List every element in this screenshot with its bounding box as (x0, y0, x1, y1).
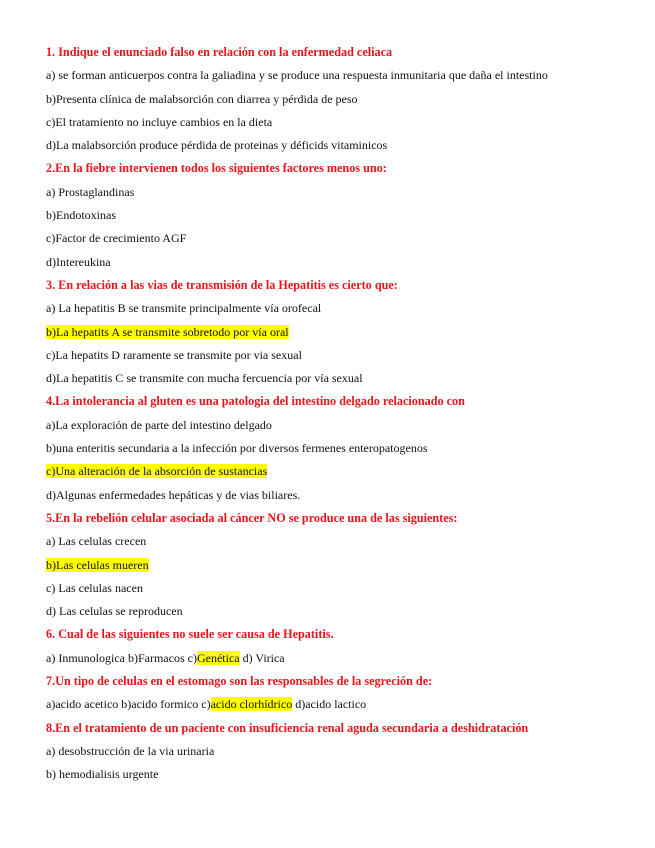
question-4-option-b: b)una enteritis secundaria a la infección por diversos fermenes enteropatogenos (46, 441, 428, 456)
question-3-option-b (46, 324, 626, 340)
question-2-option-b: b)Endotoxinas (46, 208, 116, 223)
question-1-option-c: c)El tratamiento no incluye cambios en la dieta (46, 114, 273, 129)
question-1-option-b: b)Presenta clínica de malabsorción con diarrea y pérdida de peso (46, 91, 358, 106)
question-8-option-a: a) desobstrucción de la via urinaria (46, 743, 215, 758)
question-5-option-d: d) Las celulas se reproducen (46, 604, 183, 619)
question-7-options (46, 696, 626, 712)
question-4-title: 4.La intolerancia al gluten es una patologia del intestino delgado relacionado con (46, 394, 465, 409)
question-6-options (46, 650, 626, 666)
highlighted-answer: b)La hepatits A se transmite sobretodo por vía oral (46, 324, 289, 339)
options-before: a) Inmunologica b)Farmacos c) (46, 650, 197, 665)
question-8-option-b: b) hemodialisis urgente (46, 767, 159, 782)
question-2-title: 2.En la fiebre intervienen todos los siguientes factores menos uno: (46, 161, 387, 176)
options-after: d)acido lactico (292, 697, 367, 712)
question-2-option-a: a) Prostaglandinas (46, 184, 135, 199)
question-5-option-b (46, 557, 626, 573)
options-before: a)acido acetico b)acido formico c) (46, 697, 211, 712)
highlighted-answer: acido clorhídrico (210, 697, 293, 712)
question-2-option-d: d)Intereukina (46, 254, 111, 269)
question-4-option-a: a)La exploración de parte del intestino delgado (46, 417, 272, 432)
options-after: d) Virica (239, 650, 285, 665)
question-1-option-d: d)La malabsorción produce pérdida de proteinas y déficids vitaminicos (46, 138, 388, 153)
question-5-title: 5.En la rebelión celular asociada al cáncer NO se produce una de las siguientes: (46, 510, 458, 525)
question-6-title: 6. Cual de las siguientes no suele ser causa de Hepatitis. (46, 627, 334, 642)
question-3-title: 3. En relación a las vias de transmisión de la Hepatitis es cierto que: (46, 277, 398, 292)
question-8-title: 8.En el tratamiento de un paciente con insuficiencia renal aguda secundaria a deshidratación (46, 720, 529, 735)
question-1-option-a: a) se forman anticuerpos contra la galiadina y se produce una respuesta inmunitaria que daña el intestino (46, 68, 548, 83)
question-3-option-d: d)La hepatitis C se transmite con mucha fercuencia por vía sexual (46, 371, 363, 386)
question-3-option-c: c)La hepatits D raramente se transmite por via sexual (46, 347, 302, 362)
question-3-option-a: a) La hepatitis B se transmite principalmente vía orofecal (46, 301, 322, 316)
question-5-option-a: a) Las celulas crecen (46, 534, 147, 549)
highlighted-answer: b)Las celulas mueren (46, 557, 149, 572)
question-4-option-d: d)Algunas enfermedades hepáticas y de vias biliares. (46, 487, 301, 502)
question-1-title: 1. Indique el enunciado falso en relación con la enfermedad celiaca (46, 45, 393, 59)
question-7-title: 7.Un tipo de celulas en el estomago son las responsables de la segreción de: (46, 674, 433, 689)
question-2-option-c: c)Factor de crecimiento AGF (46, 231, 187, 246)
question-4-option-c (46, 463, 626, 479)
highlighted-answer: c)Una alteración de la absorción de sustancias (46, 464, 268, 479)
question-5-option-c: c) Las celulas nacen (46, 580, 143, 595)
highlighted-answer: Genética (196, 650, 240, 665)
question-list (46, 44, 626, 790)
